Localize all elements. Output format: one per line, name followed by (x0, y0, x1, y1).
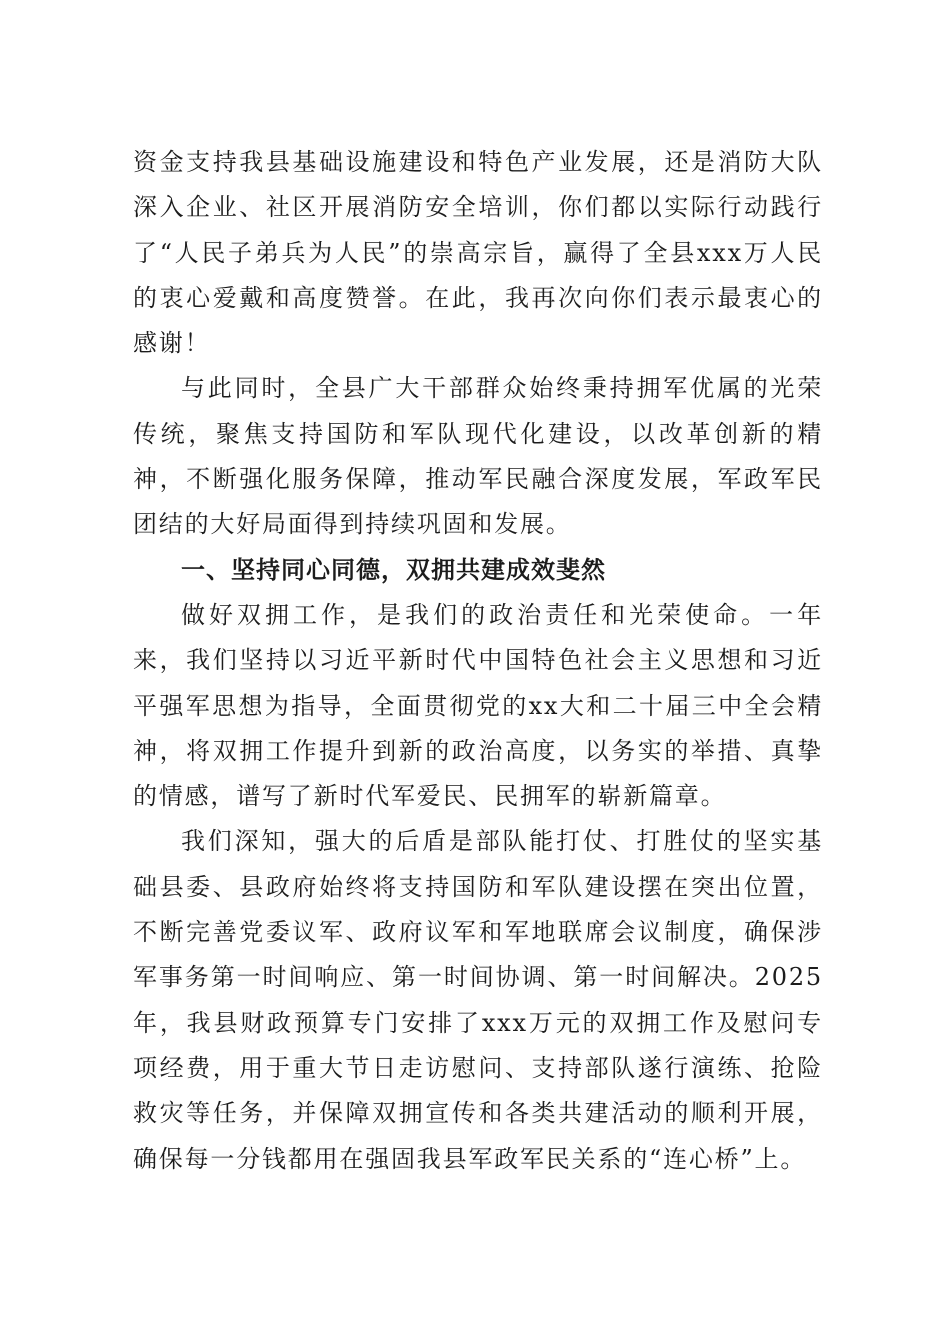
paragraph-funding: 我们深知，强大的后盾是部队能打仗、打胜仗的坚实基础县委、县政府始终将支持国防和军队建设摆在突出位置，不断完善党委议军、政府议军和军地联席会议制度，确保涉军事务第一时间响应、第一时间协调、第一时间解决。2025年，我县财政预算专门安排了xxx万元的双拥工作及慰问专项经费，用于重大节日走访慰问、支持部队遂行演练、抢险救灾等任务，并保障双拥宣传和各类共建活动的顺利开展，确保每一分钱都用在强固我县军政军民关系的“连心桥”上。 (133, 827, 823, 1173)
paragraph-mission: 做好双拥工作，是我们的政治责任和光荣使命。一年来，我们坚持以习近平新时代中国特色社会主义思想和习近平强军思想为指导，全面贯彻党的xx大和二十届三中全会精神，将双拥工作提升到新的政治高度，以务实的举措、真挚的情感，谱写了新时代军爱民、民拥军的崭新篇章。 (133, 600, 823, 811)
section-heading: 一、坚持同心同德，双拥共建成效斐然 (181, 555, 606, 584)
paragraph-support: 与此同时，全县广大干部群众始终秉持拥军优属的光荣传统，聚焦支持国防和军队现代化建设，以改革创新的精神，不断强化服务保障，推动军民融合深度发展，军政军民团结的大好局面得到持续巩固和发展。 (133, 374, 823, 539)
paragraph-continuation: 资金支持我县基础设施建设和特色产业发展，还是消防大队深入企业、社区开展消防安全培训，你们都以实际行动践行了“人民子弟兵为人民”的崇高宗旨，赢得了全县xxx万人民的衷心爱戴和高度赞誉。在此，我再次向你们表示最衷心的感谢！ (133, 148, 823, 358)
document-body (133, 140, 823, 1182)
